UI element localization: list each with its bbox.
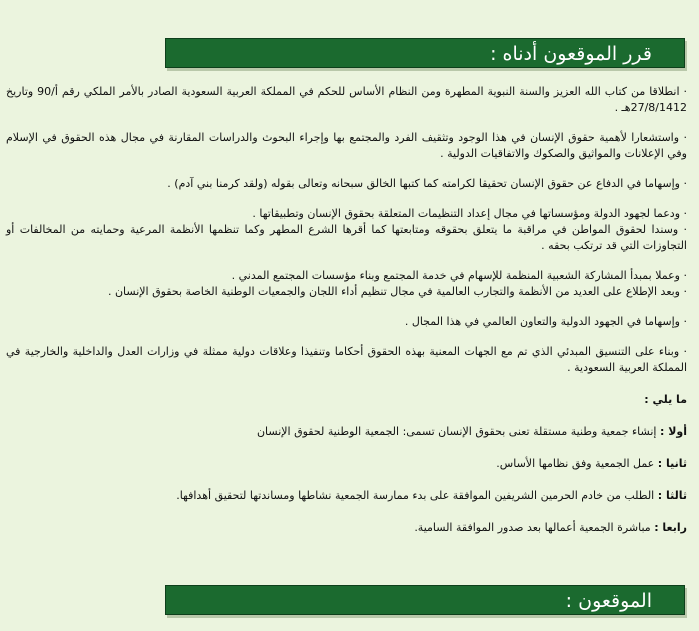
item-fourth: [6, 520, 687, 536]
paragraph-basis: · انطلاقا من كتاب الله العزيز والسنة النبوية المطهرة ومن النظام الأساس للحكم في المملكة العربية السعودية الصادر بالأمر الملكي رقم أ/90 وتاريخ 27/8/1412هـ .: [6, 85, 687, 114]
item-label: رابعا :: [654, 521, 687, 534]
footer-title: الموقعون :: [565, 590, 652, 612]
paragraph-awareness: · واستشعارا لأهمية حقوق الإنسان في هذا الوجود وتثقيف الفرد والمجتمع بها وإجراء البحوث والدراسات المقارنة في مجال هذه الحقوق في الإسلام وفي الإعلانات والمواثيق والصكوك والاتفاقيات الدولية .: [6, 131, 687, 160]
banner-title: قرر الموقعون أدناه :: [490, 43, 652, 65]
paragraph-participation: · وعملا بمبدأ المشاركة الشعبية المنظمة للإسهام في خدمة المجتمع وبناء مؤسسات المجتمع المدني .: [231, 269, 687, 282]
item-label: أولا :: [659, 425, 687, 438]
item-first: [6, 424, 687, 440]
item-second: [6, 456, 687, 472]
signatories-banner: [165, 585, 685, 615]
paragraph-coordination: · وبناء على التنسيق المبدئي الذي تم مع الجهات المعنية بهذه الحقوق أحكاما وتنفيذا وعلاقات دولية ممثلة في وزارات العدل والداخلية والخارجية في المملكة العربية السعودية .: [6, 345, 687, 374]
paragraph-support: · ودعما لجهود الدولة ومؤسساتها في مجال إعداد التنظيمات المتعلقة بحقوق الإنسان وتطبيقاتها .: [252, 207, 687, 220]
item-label: ثانيا :: [657, 457, 687, 470]
item-text: الطلب من خادم الحرمين الشريفين الموافقة على بدء ممارسة الجمعية نشاطها ومساندتها لتحقيق أهدافها.: [176, 489, 658, 502]
paragraph-international: · وإسهاما في الجهود الدولية والتعاون العالمي في هذا المجال .: [404, 315, 687, 328]
document-body: [6, 84, 687, 536]
resolution-heading: ما يلي :: [644, 393, 687, 406]
paragraph-review: · وبعد الإطلاع على العديد من الأنظمة والتجارب العالمية في مجال تنظيم أداء اللجان والجمعيات الوطنية الخاصة بحقوق الإنسان .: [107, 285, 687, 298]
signatories-decision-banner: [165, 38, 685, 68]
item-label: ثالثا :: [657, 489, 687, 502]
paragraph-citizen-rights: · وسندا لحقوق المواطن في مراقبة ما يتعلق بحقوقه ومتابعتها كما أقرها الشرع المطهر وكما تنظمها الأنظمة المرعية وحمايته من المخالفات أو التجاوزات التي قد ترتكب بحقه .: [6, 223, 687, 252]
item-text: مباشرة الجمعية أعمالها بعد صدور الموافقة السامية.: [414, 521, 655, 534]
item-text: إنشاء جمعية وطنية مستقلة تعنى بحقوق الإنسان تسمى: الجمعية الوطنية لحقوق الإنسان: [256, 425, 660, 438]
item-text: عمل الجمعية وفق نظامها الأساس.: [496, 457, 658, 470]
paragraph-defense: · وإسهاما في الدفاع عن حقوق الإنسان تحقيقا لكرامته كما كتبها الخالق سبحانه وتعالى بقوله (ولقد كرمنا بني آدم) .: [167, 177, 687, 190]
item-third: [6, 488, 687, 504]
